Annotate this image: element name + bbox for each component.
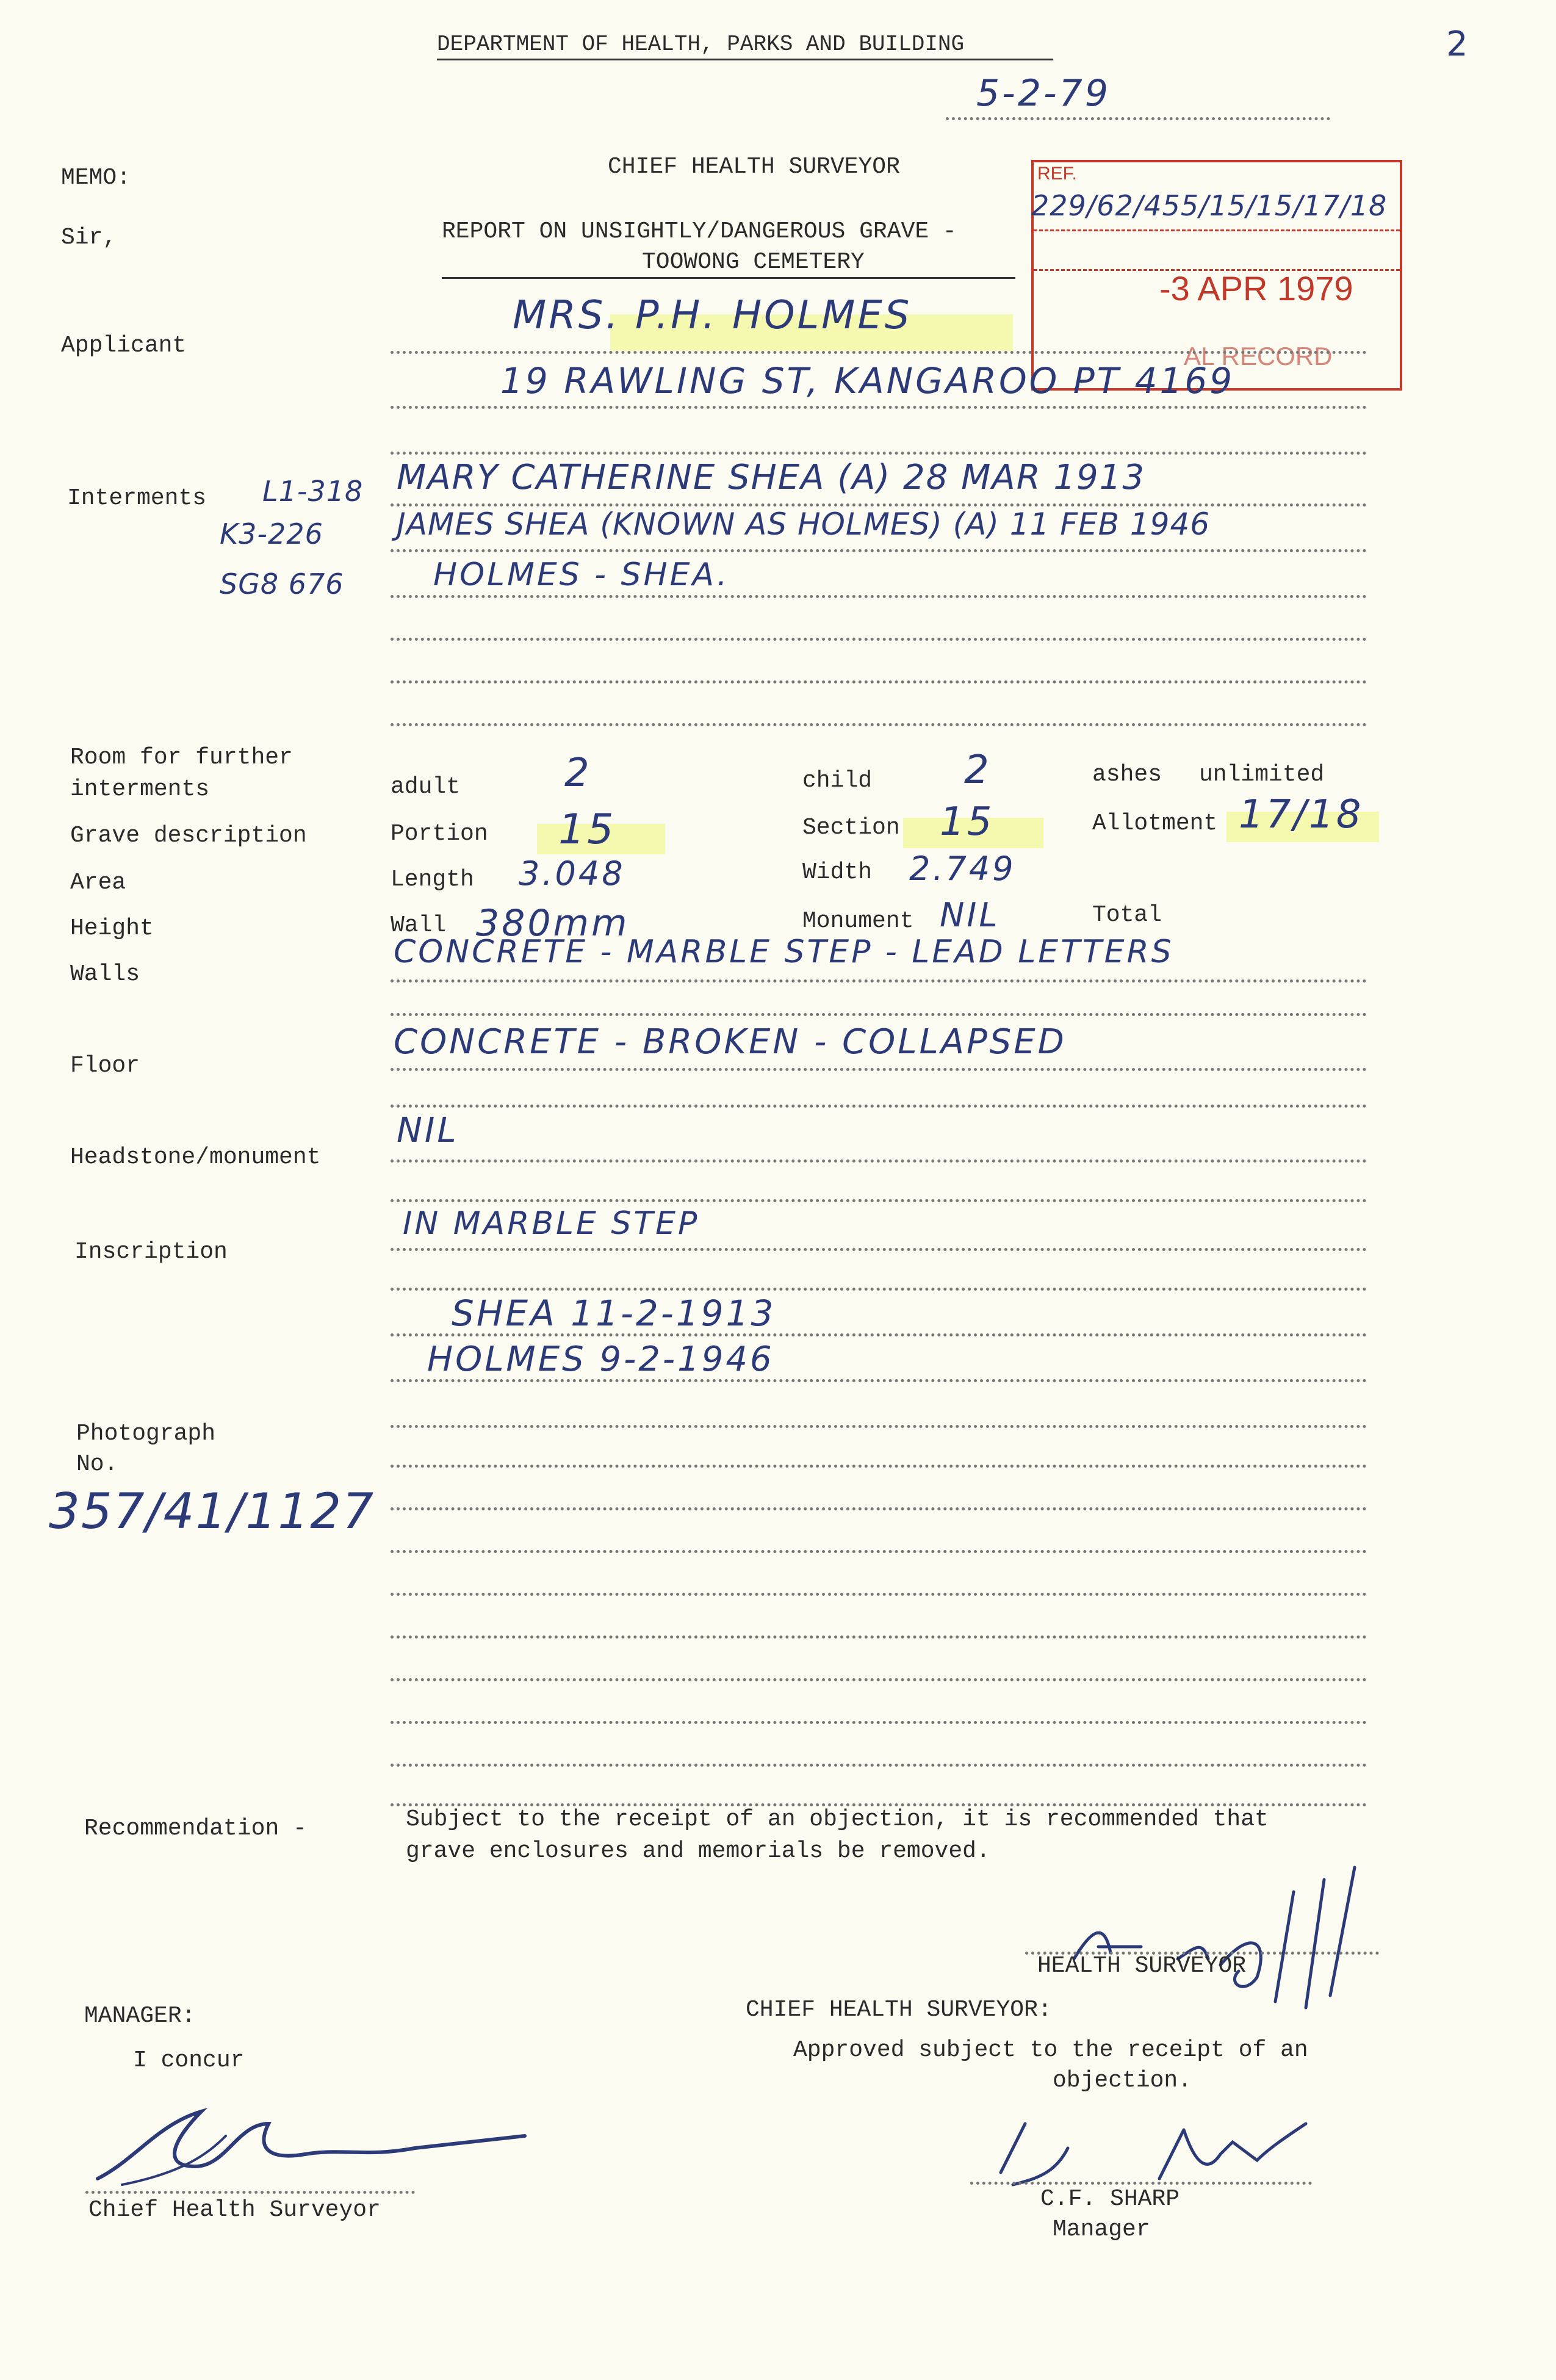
headstone-line-2 — [391, 1199, 1367, 1202]
interment-line-3: HOLMES - SHEA. — [433, 557, 730, 593]
inscription-dotted-line — [391, 1333, 1367, 1336]
recommendation-label: Recommendation - — [84, 1816, 307, 1842]
grave-description-label: Grave description — [70, 823, 307, 849]
photo-dotted-line — [391, 1550, 1367, 1553]
recommendation-text-2: grave enclosures and memorials be removed. — [406, 1838, 990, 1864]
interment-line-1: MARY CATHERINE SHEA (A) 28 MAR 1913 — [397, 458, 1145, 497]
floor-line-1 — [391, 1068, 1367, 1071]
page-number: 2 — [1446, 24, 1471, 64]
adult-label: adult — [391, 774, 461, 800]
manager-label: MANAGER: — [84, 2003, 196, 2029]
allotment-value: 17/18 — [1239, 792, 1364, 837]
floor-value: CONCRETE - BROKEN - COLLAPSED — [394, 1022, 1067, 1062]
approved-text-1: Approved subject to the receipt of an — [793, 2037, 1308, 2063]
photo-dotted-line — [391, 1593, 1367, 1596]
interment-dotted-line — [391, 680, 1367, 683]
ashes-value: unlimited — [1199, 762, 1325, 788]
photo-dotted-line — [391, 1507, 1367, 1510]
approved-text-2: objection. — [1053, 2068, 1192, 2094]
photo-dotted-line — [391, 1678, 1367, 1681]
total-label: Total — [1092, 902, 1162, 928]
interment-code-1: L1-318 — [262, 475, 364, 508]
walls-label: Walls — [70, 961, 140, 987]
stamp-text: AL RECORD — [1184, 342, 1333, 370]
chief-surveyor-signature — [85, 2099, 537, 2197]
room-label-2: interments — [70, 776, 210, 802]
health-surveyor-title: HEALTH SURVEYOR — [1037, 1953, 1247, 1979]
sir-label: Sir, — [61, 225, 117, 251]
monument-value: NIL — [940, 896, 1000, 934]
photo-dotted-line — [391, 1721, 1367, 1724]
stamp-divider — [1034, 229, 1400, 231]
inscription-line-1: IN MARBLE STEP — [403, 1205, 700, 1242]
headstone-line-1 — [391, 1159, 1367, 1163]
inscription-dotted-line — [391, 1288, 1367, 1291]
stamp-reference: 229/62/455/15/15/17/18 — [1031, 189, 1388, 222]
headstone-label: Headstone/monument — [70, 1144, 321, 1170]
health-surveyor-signature — [1037, 1855, 1379, 2014]
section-label: Section — [802, 815, 900, 841]
title-rule — [442, 277, 1015, 279]
adult-value: 2 — [564, 751, 592, 796]
report-subtitle: TOOWONG CEMETERY — [642, 249, 865, 275]
interments-label: Interments — [67, 485, 207, 511]
chief-health-surveyor-label: CHIEF HEALTH SURVEYOR: — [746, 1997, 1052, 2023]
stamp-ref-label: REF. — [1037, 164, 1078, 184]
applicant-line-3 — [391, 452, 1367, 455]
applicant-label: Applicant — [61, 333, 187, 359]
allotment-label: Allotment — [1092, 810, 1218, 837]
height-label: Height — [70, 915, 154, 942]
applicant-line-2 — [391, 406, 1367, 409]
interment-dotted-line — [391, 595, 1367, 598]
walls-line-1 — [391, 979, 1367, 983]
interment-code-2: K3-226 — [220, 517, 323, 550]
report-title: REPORT ON UNSIGHTLY/DANGEROUS GRAVE - — [442, 218, 957, 245]
monument-label: Monument — [802, 908, 914, 934]
applicant-address: 19 RAWLING ST, KANGAROO PT 4169 — [500, 360, 1235, 402]
floor-label: Floor — [70, 1053, 140, 1079]
heading-rule — [437, 59, 1053, 60]
photo-dotted-line — [391, 1635, 1367, 1639]
length-label: Length — [391, 867, 474, 893]
interment-dotted-line — [391, 723, 1367, 726]
chief-surveyor-title: Chief Health Surveyor — [88, 2197, 381, 2223]
interment-line-2: JAMES SHEA (KNOWN AS HOLMES) (A) 11 FEB 1946 — [397, 507, 1211, 542]
section-value: 15 — [940, 799, 995, 845]
child-label: child — [802, 768, 873, 794]
chief-surveyor-signature-line — [85, 2191, 415, 2194]
applicant-name: MRS. P.H. HOLMES — [513, 293, 912, 338]
inscription-dotted-line — [391, 1248, 1367, 1251]
ashes-label: ashes — [1092, 762, 1162, 788]
addressee: CHIEF HEALTH SURVEYOR — [608, 154, 900, 180]
length-value: 3.048 — [519, 854, 625, 893]
manager-signature-line — [970, 2182, 1312, 2185]
walls-value: CONCRETE - MARBLE STEP - LEAD LETTERS — [394, 934, 1174, 970]
photo-dotted-line — [391, 1465, 1367, 1468]
memo-label: MEMO: — [61, 165, 131, 191]
floor-line-2 — [391, 1105, 1367, 1108]
date-dotted-line — [946, 117, 1330, 120]
report-date: 5-2-79 — [976, 72, 1111, 115]
photograph-label-2: No. — [76, 1451, 118, 1477]
inscription-line-3: HOLMES 9-2-1946 — [427, 1340, 774, 1379]
stamp-date: -3 APR 1979 — [1159, 269, 1353, 308]
inscription-line-2: SHEA 11-2-1913 — [452, 1293, 776, 1334]
department-heading: DEPARTMENT OF HEALTH, PARKS AND BUILDING — [437, 32, 965, 57]
walls-line-2 — [391, 1013, 1367, 1016]
inscription-label: Inscription — [74, 1239, 228, 1265]
inscription-dotted-line — [391, 1379, 1367, 1382]
width-value: 2.749 — [909, 849, 1016, 888]
manager-title: Manager — [1053, 2216, 1150, 2243]
interment-dotted-line — [391, 549, 1367, 552]
photo-dotted-line — [391, 1764, 1367, 1767]
width-label: Width — [802, 859, 873, 885]
interment-code-3: SG8 676 — [220, 568, 344, 600]
wall-label: Wall — [391, 912, 447, 939]
portion-label: Portion — [391, 821, 488, 847]
recommendation-text-1: Subject to the receipt of an objection, it is recommended that — [406, 1806, 1269, 1833]
concur-text: I concur — [133, 2047, 245, 2074]
portion-value: 15 — [558, 806, 616, 854]
photo-dotted-line — [391, 1425, 1367, 1428]
photograph-label-1: Photograph — [76, 1421, 216, 1447]
wall-value: 380mm — [476, 902, 630, 945]
child-value: 2 — [964, 748, 992, 793]
applicant-line-1 — [391, 351, 1367, 354]
photograph-number: 357/41/1127 — [49, 1483, 375, 1540]
manager-name: C.F. SHARP — [1040, 2186, 1180, 2212]
room-label-1: Room for further — [70, 745, 293, 771]
interment-dotted-line — [391, 638, 1367, 641]
headstone-value: NIL — [397, 1111, 459, 1150]
area-label: Area — [70, 870, 126, 896]
